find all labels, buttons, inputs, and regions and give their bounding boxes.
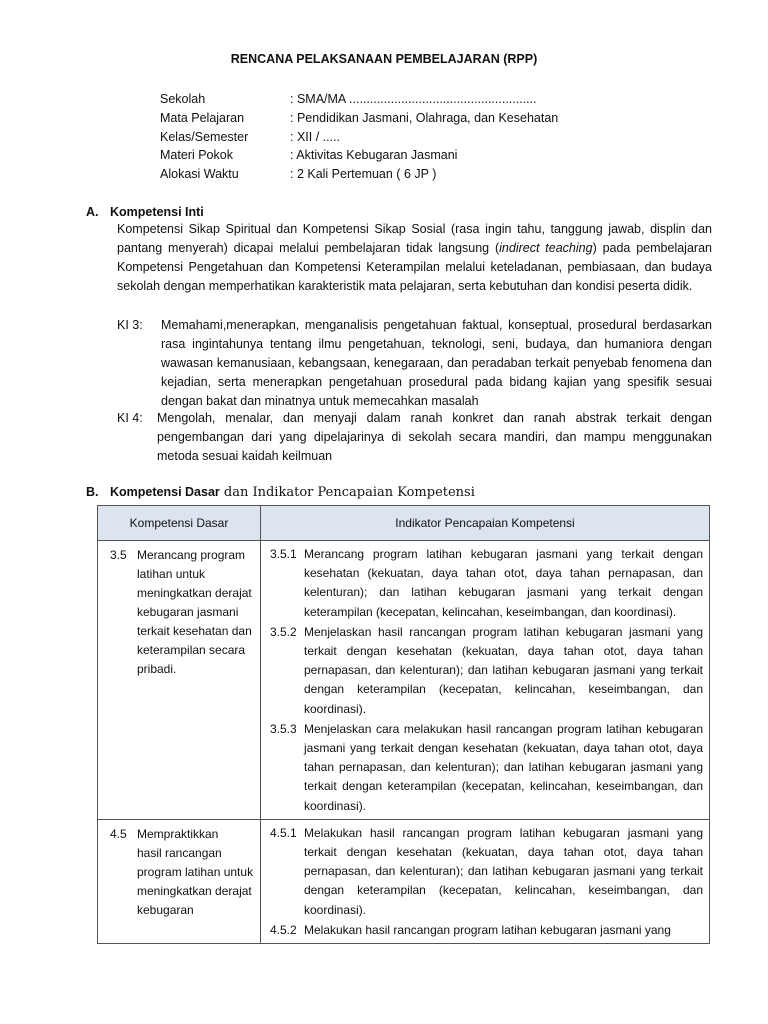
indicator-text: Menjelaskan hasil rancangan program latihan kebugaran jasmani yang terkait dengan kesehatan (kekuatan, daya tahan otot, daya tahan pernapasan, dan kelenturan); dan latihan kebugaran jasmani yang terkait dengan keterampilan (kecepatan, kelincahan, keseimbangan, dan koordinasi). (304, 624, 703, 716)
indicator-cell (261, 819, 710, 943)
identity-value: : 2 Kali Pertemuan ( 6 JP ) (290, 167, 437, 181)
core-competence-intro (117, 220, 712, 296)
kd-text: latihan untuk meningkatkan derajat kebugaran jasmani terkait kesehatan dan keterampilan secara pribadi. (137, 567, 252, 676)
section-b-heading (86, 485, 475, 500)
table-header-row (98, 506, 710, 541)
table-row (98, 819, 710, 943)
indicator-number: 4.5.2 (270, 922, 297, 937)
basic-competence-cell (98, 541, 261, 820)
ki4-label: KI 4: (117, 411, 143, 425)
competence-table (97, 505, 710, 944)
ki4-item (117, 409, 712, 466)
section-letter: A. (86, 205, 99, 219)
indicator-text: Menjelaskan cara melakukan hasil rancangan program latihan kebugaran jasmani yang terkait dengan kesehatan (kekuatan, daya tahan otot, daya tahan pernapasan, dan kelenturan); dan latihan kebugaran jasmani yang terkait dengan keterampilan (kecepatan, kelincahan, keseimbangan, dan koordinasi). (304, 721, 703, 813)
section-title-rest: dan Indikator Pencapaian Kompetensi (219, 485, 475, 500)
intro-italic-text: indirect teaching (499, 241, 593, 255)
identity-value: : SMA/MA ...................................................... (290, 92, 537, 106)
identity-label: Alokasi Waktu (160, 167, 239, 181)
indicator-item (270, 921, 703, 940)
document-title: RENCANA PELAKSANAAN PEMBELAJARAN (RPP) (230, 52, 538, 66)
kd-text: hasil rancangan program latihan untuk meningkatkan derajat kebugaran (137, 845, 254, 917)
indicator-text: Merancang program latihan kebugaran jasmani yang terkait dengan kesehatan (kekuatan, daya tahan otot, daya tahan pernapasan, dan kelenturan); dan latihan kebugaran jasmani yang terkait dengan keterampilan (kecepatan, kelincahan, keseimbangan, dan koordinasi). (304, 547, 703, 619)
indicator-text: Melakukan hasil rancangan program latihan kebugaran jasmani yang (304, 922, 671, 937)
identity-value: : XII / ..... (290, 130, 341, 144)
indicator-text: Melakukan hasil rancangan program latihan kebugaran jasmani yang terkait dengan kesehatan (kekuatan, daya tahan otot, daya tahan pernapasan, dan kelenturan); dan latihan kebugaran jasmani yang terkait dengan keterampilan (kecepatan, kelincahan, keseimbangan, dan koordinasi). (304, 825, 703, 917)
intro-text: Kompetensi Sikap Spiritual dan Kompetensi Sikap Sosial (rasa ingin tahu, tanggung jawab, displin dan pantang menyerah) dicapai melalui pembelajaran tidak langsung ( (117, 222, 712, 255)
basic-competence-cell (98, 819, 261, 943)
indicator-number: 3.5.3 (270, 721, 297, 736)
section-title: Kompetensi Inti (110, 205, 204, 219)
ki3-text: Memahami,menerapkan, menganalisis pengetahuan faktual, konseptual, prosedural berdasarkan rasa ingintahunya tentang ilmu pengetahuan, teknologi, seni, budaya, dan humaniora dengan wawasan kemanusiaan, kebangsaan, kenegaraan, dan peradaban terkait penyebab fenomena dan kejadian, serta menerapkan pengetahuan prosedural pada bidang kajian yang spesifik sesuai dengan bakat dan minatnya untuk memecahkan masalah (161, 318, 712, 408)
indicator-item (270, 623, 703, 719)
kd-text-first: Mempraktikkan (137, 826, 219, 841)
indicator-cell (261, 541, 710, 820)
section-a-heading (86, 205, 204, 219)
identity-label: Kelas/Semester (160, 130, 249, 144)
kd-number: 4.5 (110, 826, 127, 841)
kd-number: 3.5 (110, 548, 127, 562)
kd-text-first: Merancang program (137, 548, 246, 562)
ki3-label: KI 3: (117, 318, 143, 332)
ki3-item (117, 316, 712, 411)
column-header: Indikator Pencapaian Kompetensi (261, 506, 710, 541)
indicator-number: 3.5.2 (270, 624, 297, 639)
identity-value: : Aktivitas Kebugaran Jasmani (290, 148, 458, 162)
table-row (98, 541, 710, 820)
identity-label: Materi Pokok (160, 148, 233, 162)
indicator-number: 4.5.1 (270, 825, 297, 840)
indicator-number: 3.5.1 (270, 547, 297, 561)
indicator-item (270, 720, 703, 816)
intro-text-continued: ) pada pembelajaran Kompetensi Pengetahuan dan Kompetensi Keterampilan melalui keteladanan, pembiasaan, dan budaya sekolah dengan memperhatikan karakteristik mata pelajaran, serta kebutuhan dan kondisi peserta didik. (117, 241, 712, 293)
section-title-bold: Kompetensi Dasar (110, 485, 220, 499)
indicator-item (270, 545, 703, 622)
ki4-text: Mengolah, menalar, dan menyaji dalam ranah konkret dan ranah abstrak terkait dengan pengembangan dari yang dipelajarinya di sekolah secara mandiri, dan mampu menggunakan metoda sesuai kaidah keilmuan (157, 411, 712, 463)
column-header: Kompetensi Dasar (98, 506, 261, 541)
identity-value: : Pendidikan Jasmani, Olahraga, dan Kesehatan (290, 111, 559, 125)
section-letter: B. (86, 485, 99, 499)
identity-label: Mata Pelajaran (160, 111, 245, 125)
indicator-item (270, 824, 703, 920)
identity-label: Sekolah (160, 92, 206, 106)
